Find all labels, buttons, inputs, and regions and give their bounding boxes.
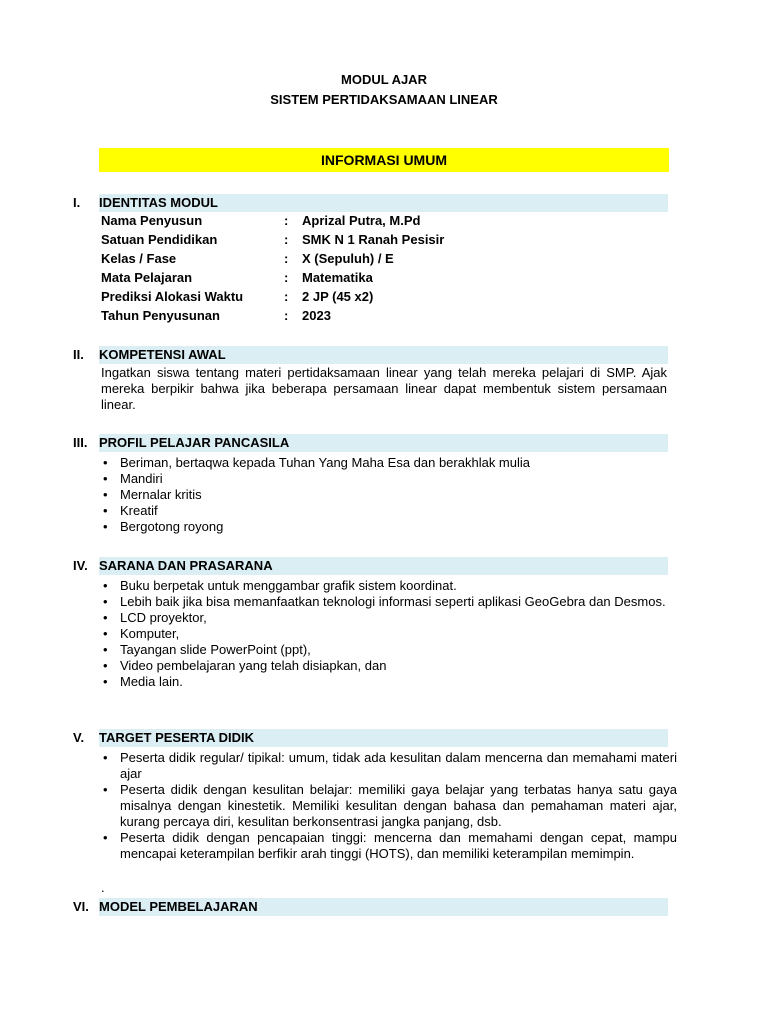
list-item-text: Komputer, [120, 626, 180, 641]
list-item-text: Mandiri [120, 471, 163, 486]
bullet-icon: • [103, 578, 108, 593]
section-number: I. [73, 195, 81, 210]
bullet-icon: • [103, 455, 108, 470]
list-item [101, 658, 677, 674]
bullet-icon: • [103, 471, 108, 486]
bullet-icon: • [103, 594, 108, 609]
identity-label: Prediksi Alokasi Waktu [101, 289, 244, 304]
doc-title-line1: MODUL AJAR [341, 72, 427, 87]
list-item-text: Peserta didik dengan kesulitan belajar: memiliki gaya belajar yang terbatas hanya satu gaya misalnya dengan kinestetik. Memiliki kesulitan dengan bahasa dan pemahaman materi ajar, kurang percaya diri, kesulitan berkonsentrasi jangka panjang, dsb. [120, 782, 677, 829]
list-item-text: Buku berpetak untuk menggambar grafik sistem koordinat. [120, 578, 457, 593]
list-item-text: Kreatif [120, 503, 158, 518]
identity-row [0, 250, 768, 268]
list-item [101, 674, 677, 690]
list-item [101, 750, 677, 782]
identity-colon: : [284, 270, 289, 285]
section-title: SARANA DAN PRASARANA [99, 557, 668, 575]
bullet-icon: • [103, 750, 108, 765]
list-item [101, 578, 677, 594]
bullet-icon: • [103, 487, 108, 502]
identity-row [0, 288, 768, 306]
list-item-text: Video pembelajaran yang telah disiapkan, dan [120, 658, 387, 673]
identity-value: X (Sepuluh) / E [302, 251, 394, 266]
list-item-text: Bergotong royong [120, 519, 224, 534]
bullet-icon: • [103, 610, 108, 625]
section-number: V. [73, 730, 85, 745]
section-title: PROFIL PELAJAR PANCASILA [99, 434, 668, 452]
list-item [101, 519, 677, 535]
identity-label: Mata Pelajaran [101, 270, 193, 285]
identity-colon: : [284, 213, 289, 228]
identity-colon: : [284, 251, 289, 266]
list-item-text: Lebih baik jika bisa memanfaatkan teknologi informasi seperti aplikasi GeoGebra dan Desmos. [120, 594, 666, 609]
list-item [101, 487, 677, 503]
sarana-list [101, 578, 677, 690]
section-model-header [0, 898, 768, 916]
identity-colon: : [284, 232, 289, 247]
bullet-icon: • [103, 782, 108, 797]
identity-label: Kelas / Fase [101, 251, 177, 266]
list-item-text: Peserta didik regular/ tipikal: umum, tidak ada kesulitan dalam mencerna dan memahami materi ajar [120, 750, 677, 781]
list-item [101, 610, 677, 626]
identity-row [0, 307, 768, 325]
bullet-icon: • [103, 658, 108, 673]
section-number: VI. [73, 899, 89, 914]
bullet-icon: • [103, 830, 108, 845]
list-item [101, 471, 677, 487]
list-item-text: Peserta didik dengan pencapaian tinggi: mencerna dan memahami dengan cepat, mampu mencapai keterampilan berfikir arah tinggi (HOTS), dan memiliki keterampilan memimpin. [120, 830, 677, 861]
identity-label: Tahun Penyusunan [101, 308, 220, 323]
list-item [101, 503, 677, 519]
bullet-icon: • [103, 519, 108, 534]
identity-value: 2023 [302, 308, 331, 323]
identity-row [0, 212, 768, 230]
list-item [101, 830, 677, 862]
bullet-icon: • [103, 642, 108, 657]
section-profil-header [0, 434, 768, 452]
identity-row [0, 269, 768, 287]
identity-value: Matematika [302, 270, 373, 285]
bullet-icon: • [103, 674, 108, 689]
list-item [101, 455, 677, 471]
identity-value: 2 JP (45 x2) [302, 289, 374, 304]
section-number: II. [73, 347, 84, 362]
list-item-text: Mernalar kritis [120, 487, 202, 502]
identity-label: Nama Penyusun [101, 213, 203, 228]
section-title: IDENTITAS MODUL [99, 194, 668, 212]
bullet-icon: • [103, 626, 108, 641]
profil-list [101, 455, 677, 535]
identity-value: SMK N 1 Ranah Pesisir [302, 232, 445, 247]
section-title: TARGET PESERTA DIDIK [99, 729, 668, 747]
section-identitas-header [0, 194, 768, 212]
identity-colon: : [284, 308, 289, 323]
list-item-text: Tayangan slide PowerPoint (ppt), [120, 642, 311, 657]
section-sarana-header [0, 557, 768, 575]
list-item-text: Beriman, bertaqwa kepada Tuhan Yang Maha Esa dan berakhlak mulia [120, 455, 531, 470]
identity-row [0, 231, 768, 249]
section-kompetensi-header [0, 346, 768, 364]
doc-title-line2: SISTEM PERTIDAKSAMAAN LINEAR [270, 92, 498, 107]
section-title: MODEL PEMBELAJARAN [99, 898, 668, 916]
stray-period: . [101, 880, 105, 895]
kompetensi-paragraph: Ingatkan siswa tentang materi pertidaksamaan linear yang telah mereka pelajari di SMP. Ajak mereka berpikir bahwa jika beberapa persamaan linear dapat membentuk sistem persamaan linear. [101, 365, 667, 412]
section-title: KOMPETENSI AWAL [99, 346, 668, 364]
section-number: IV. [73, 558, 88, 573]
list-item [101, 626, 677, 642]
section-target-header [0, 729, 768, 747]
identity-value: Aprizal Putra, M.Pd [302, 213, 421, 228]
list-item [101, 782, 677, 830]
list-item [101, 642, 677, 658]
section-number: III. [73, 435, 88, 450]
list-item-text: Media lain. [120, 674, 183, 689]
list-item-text: LCD proyektor, [120, 610, 207, 625]
identity-label: Satuan Pendidikan [101, 232, 218, 247]
list-item [101, 594, 677, 610]
bullet-icon: • [103, 503, 108, 518]
info-banner: INFORMASI UMUM [99, 148, 669, 172]
identity-colon: : [284, 289, 289, 304]
target-list [101, 750, 677, 862]
